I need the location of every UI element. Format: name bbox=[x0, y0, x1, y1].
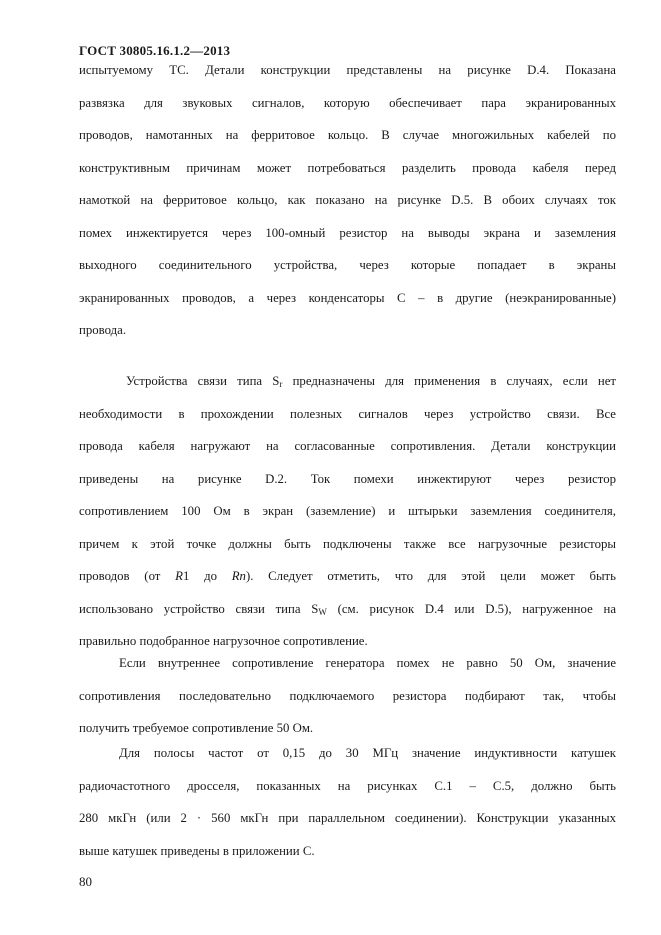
text-line: сопротивлением 100 Ом в экран (заземление) и штырьки заземления соединителя, bbox=[79, 504, 616, 518]
text-fragment: использовано устройство связи типа S bbox=[79, 601, 319, 616]
paragraph-4 bbox=[79, 743, 616, 873]
text-line: Для полосы частот от 0,15 до 30 МГц значение индуктивности катушек bbox=[119, 746, 616, 760]
text-line: помех инжектируется через 100-омный резистор на выводы экрана и заземления bbox=[79, 225, 616, 240]
subscript: r bbox=[279, 379, 283, 389]
text-line: экранированных проводов, а через конденсаторы С – в другие (неэкранированные) bbox=[79, 290, 616, 305]
text-fragment: ). Следует отметить, что для этой цели может быть bbox=[245, 569, 616, 583]
paragraph-3 bbox=[79, 653, 616, 751]
page-number: 80 bbox=[79, 874, 92, 889]
text-fragment: предназначены для применения в случаях, если нет bbox=[282, 374, 616, 388]
italic-symbol: R bbox=[175, 569, 183, 583]
document-header: ГОСТ 30805.16.1.2—2013 bbox=[79, 43, 231, 58]
text-line: 280 мкГн (или 2 · 560 мкГн при параллельном соединении). Конструкции указанных bbox=[79, 811, 616, 825]
text-line: правильно подобранное нагрузочное сопротивление. bbox=[79, 634, 368, 648]
text-line: приведены на рисунке D.2. Ток помехи инжектируют через резистор bbox=[79, 471, 616, 486]
paragraph-1 bbox=[79, 60, 616, 353]
text-line: развязка для звуковых сигналов, которую обеспечивает пара экранированных bbox=[79, 95, 616, 110]
text-line: причем к этой точке должны быть подключены также все нагрузочные резисторы bbox=[79, 536, 616, 551]
text-line: провода. bbox=[79, 323, 127, 337]
text-line: проводов, намотанных на ферритовое кольцо. В случае многожильных кабелей по bbox=[79, 128, 616, 142]
text-line: получить требуемое сопротивление 50 Ом. bbox=[79, 721, 314, 735]
text-line: провода кабеля нагружают на согласованные сопротивления. Детали конструкции bbox=[79, 439, 616, 453]
text-fragment: 1 до bbox=[182, 569, 232, 583]
text-line: выходного соединительного устройства, через которые попадает в экраны bbox=[79, 258, 616, 272]
text-fragment: (см. рисунок D.4 или D.5), нагруженное на bbox=[326, 601, 616, 616]
text-line bbox=[79, 566, 616, 599]
subscript: W bbox=[318, 606, 327, 617]
paragraph-2 bbox=[79, 371, 616, 664]
text-line: испытуемому ТС. Детали конструкции представлены на рисунке D.4. Показана bbox=[79, 63, 616, 77]
text-line: необходимости в прохождении полезных сигналов через устройство связи. Все bbox=[79, 406, 616, 421]
text-fragment: проводов (от bbox=[79, 569, 176, 583]
text-line: выше катушек приведены в приложении С. bbox=[79, 843, 315, 858]
text-fragment: Устройства связи типа S bbox=[126, 374, 280, 388]
italic-symbol: Rn bbox=[231, 569, 246, 583]
text-line bbox=[79, 599, 616, 632]
text-line: конструктивным причинам может потребоваться разделить провода кабеля перед bbox=[79, 160, 616, 175]
text-line: сопротивления последовательно подключаемого резистора подбирают так, чтобы bbox=[79, 688, 616, 703]
text-line: намоткой на ферритовое кольцо, как показано на рисунке D.5. В обоих случаях ток bbox=[79, 193, 616, 207]
text-line: Если внутреннее сопротивление генератора помех не равно 50 Ом, значение bbox=[119, 656, 616, 670]
text-line: радиочастотного дросселя, показанных на рисунках С.1 – С.5, должно быть bbox=[79, 778, 616, 793]
text-line bbox=[79, 371, 616, 404]
